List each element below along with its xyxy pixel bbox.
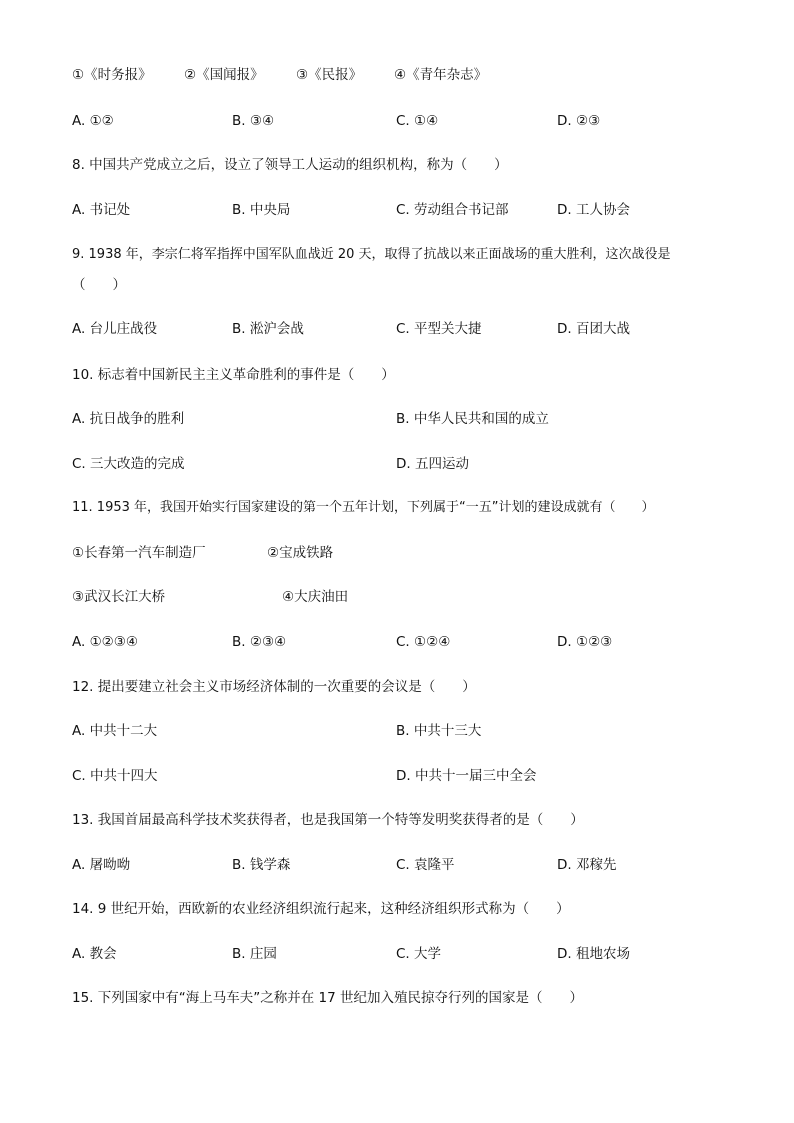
option-d: D. ②③ — [557, 113, 601, 129]
question-9-stem-cont: （ ） — [72, 277, 126, 293]
list-item: ④《青年杂志》 — [394, 67, 488, 83]
option-c: C. ①④ — [396, 113, 439, 129]
q9-options — [0, 320, 794, 338]
option-b: B. 庄园 — [232, 946, 277, 962]
list-item: ④大庆油田 — [282, 589, 349, 605]
list-item: ①《时务报》 — [72, 67, 152, 83]
option-c: C. 中共十四大 — [72, 768, 158, 784]
q14-options — [0, 945, 794, 963]
option-c: C. 三大改造的完成 — [72, 456, 185, 472]
option-c: C. 袁隆平 — [396, 857, 455, 873]
list-item: ③武汉长江大桥 — [72, 589, 166, 605]
q13-options — [0, 856, 794, 874]
option-a: A. 台儿庄战役 — [72, 321, 158, 337]
question-13-stem: 13. 我国首届最高科学技术奖获得者，也是我国第一个特等发明奖获得者的是（ ） — [72, 812, 584, 828]
option-b: B. 中央局 — [232, 202, 291, 218]
q7-options — [0, 112, 794, 130]
option-b: B. 中华人民共和国的成立 — [396, 411, 549, 427]
option-a: A. 书记处 — [72, 202, 131, 218]
option-a: A. 教会 — [72, 946, 117, 962]
option-a: A. 中共十二大 — [72, 723, 158, 739]
periodicals-list — [0, 66, 794, 84]
q11-items-row2 — [0, 588, 794, 606]
question-11-stem: 11. 1953 年，我国开始实行国家建设的第一个五年计划，下列属于“一五”计划的建设成就有（ ） — [72, 500, 655, 515]
option-c: C. 劳动组合书记部 — [396, 202, 509, 218]
question-9-stem: 9. 1938 年，李宗仁将军指挥中国军队血战近 20 天，取得了抗战以来正面战场的重大胜利，这次战役是 — [72, 247, 671, 262]
option-b: B. ②③④ — [232, 634, 287, 650]
option-d: D. 百团大战 — [557, 321, 630, 337]
question-10-stem: 10. 标志着中国新民主主义革命胜利的事件是（ ） — [72, 367, 395, 383]
q8-options — [0, 201, 794, 219]
option-d: D. 租地农场 — [557, 946, 630, 962]
q10-options-row1 — [0, 410, 794, 428]
list-item: ③《民报》 — [296, 67, 363, 83]
option-b: B. 中共十三大 — [396, 723, 482, 739]
q11-options — [0, 633, 794, 651]
option-b: B. ③④ — [232, 113, 275, 129]
option-d: D. 中共十一届三中全会 — [396, 768, 537, 784]
option-d: D. ①②③ — [557, 634, 613, 650]
option-a: A. ①② — [72, 113, 114, 129]
question-15-stem: 15. 下列国家中有“海上马车夫”之称并在 17 世纪加入殖民掠夺行列的国家是（ ） — [72, 990, 584, 1006]
list-item: ②《国闻报》 — [184, 67, 264, 83]
option-d: D. 邓稼先 — [557, 857, 617, 873]
option-d: D. 五四运动 — [396, 456, 469, 472]
question-12-stem: 12. 提出要建立社会主义市场经济体制的一次重要的会议是（ ） — [72, 679, 476, 695]
option-d: D. 工人协会 — [557, 202, 630, 218]
option-a: A. 抗日战争的胜利 — [72, 411, 185, 427]
list-item: ①长春第一汽车制造厂 — [72, 545, 206, 561]
question-8-stem: 8. 中国共产党成立之后，设立了领导工人运动的组织机构，称为（ ） — [72, 157, 508, 173]
option-c: C. 平型关大捷 — [396, 321, 482, 337]
option-a: A. ①②③④ — [72, 634, 138, 650]
option-c: C. ①②④ — [396, 634, 451, 650]
q12-options-row2 — [0, 767, 794, 785]
question-14-stem: 14. 9 世纪开始，西欧新的农业经济组织流行起来，这种经济组织形式称为（ ） — [72, 901, 570, 917]
option-b: B. 淞沪会战 — [232, 321, 304, 337]
option-c: C. 大学 — [396, 946, 442, 962]
option-a: A. 屠呦呦 — [72, 857, 131, 873]
q11-items-row1 — [0, 544, 794, 562]
option-b: B. 钱学森 — [232, 857, 291, 873]
q10-options-row2 — [0, 455, 794, 473]
list-item: ②宝成铁路 — [267, 545, 334, 561]
q12-options-row1 — [0, 722, 794, 740]
